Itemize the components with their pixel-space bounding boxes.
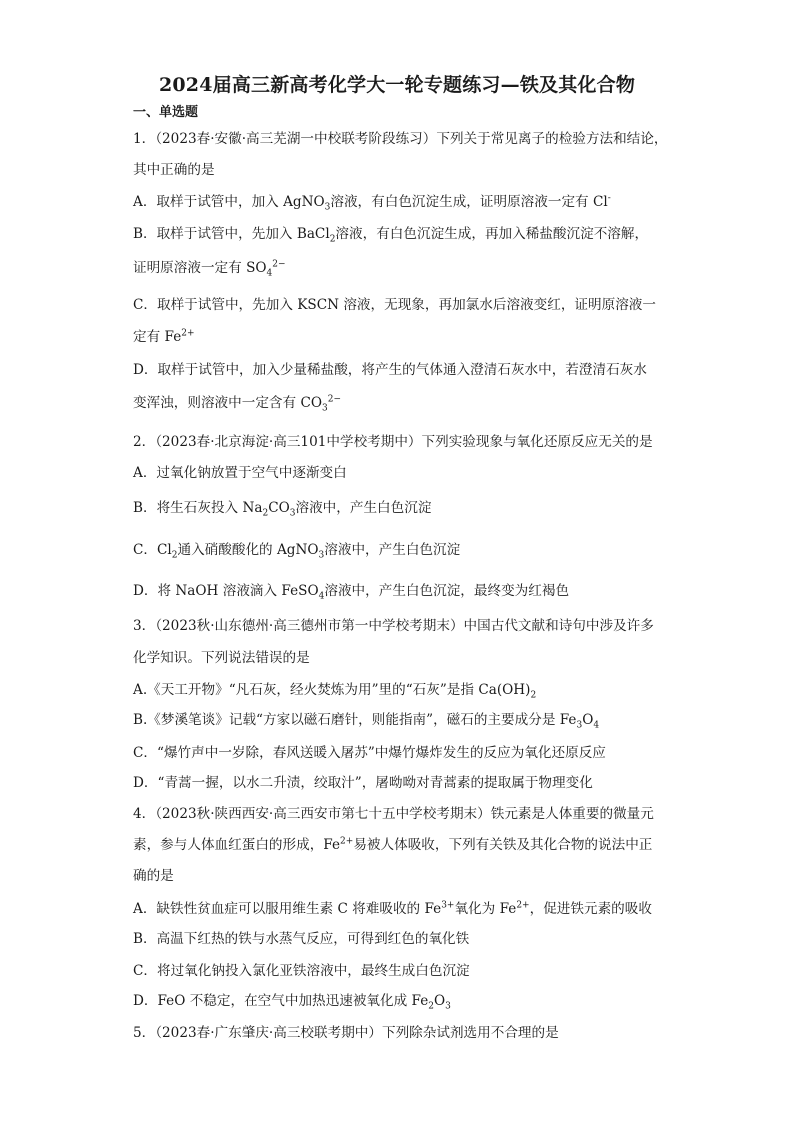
q3-option-b: B.《梦溪笔谈》记载“方家以磁石磨针，则能指南”，磁石的主要成分是 $Fe_3O_4$ (133, 712, 600, 731)
q3-stem-line2: 化学知识。下列说法错误的是 (133, 650, 310, 666)
q1-option-b-line2: 证明原溶液一定有 $SO_4^{2-}$ (133, 259, 286, 279)
page-title: 2024届高三新高考化学大一轮专题练习—铁及其化合物 (158, 74, 636, 96)
q4-option-b: B．高温下红热的铁与水蒸气反应，可得到红色的氧化铁 (133, 931, 470, 947)
q2-option-c: C．$Cl_2$通入硝酸酸化的 AgNO$_3$溶液中，产生白色沉淀 (133, 542, 461, 561)
q4-option-d: D．FeO 不稳定，在空气中加热迅速被氧化成 $Fe_2O_3$ (133, 993, 451, 1012)
q1-option-b: B．取样于试管中，先加入 BaCl$_2$溶液，有白色沉淀生成，再加入稀盐酸沉淀不溶解， (133, 226, 649, 245)
q2-option-a: A．过氧化钠放置于空气中逐渐变白 (133, 465, 347, 481)
section-heading: 一、单选题 (133, 105, 199, 120)
q3-option-c: C．“爆竹声中一岁除，春风送暖入屠苏”中爆竹爆炸发生的反应为氧化还原反应 (133, 745, 606, 761)
q3-option-d: D．“青蒿一握，以水二升渍，绞取汁”，屠呦呦对青蒿素的提取属于物理变化 (133, 775, 593, 791)
q1-option-c: C．取样于试管中，先加入 KSCN 溶液，无现象，再加氯水后溶液变红，证明原溶液一 (133, 297, 656, 313)
q1-option-c-line2: 定有 $Fe^{2+}$ (133, 328, 195, 345)
q4-stem-line2: 素，参与人体血红蛋白的形成，$Fe^{2+}$易被人体吸收，下列有关铁及其化合物的说法中正 (133, 836, 653, 853)
q4-option-a: A．缺铁性贫血症可以服用维生素 C 将难吸收的 $Fe^{3+}$氧化为 $Fe^{2+}$，促进铁元素的吸收 (133, 900, 652, 917)
q5-stem: 5．（2023春·广东肇庆·高三校联考期中）下列除杂试剂选用不合理的是 (133, 1025, 559, 1041)
q1-option-a: A．取样于试管中，加入 AgNO$_3$溶液，有白色沉淀生成，证明原溶液一定有 Cl- (133, 193, 611, 213)
q4-stem-line1: 4．（2023秋·陕西西安·高三西安市第七十五中学校考期末）铁元素是人体重要的微量元 (133, 806, 654, 822)
q3-stem-line1: 3．（2023秋·山东德州·高三德州市第一中学校考期末）中国古代文献和诗句中涉及许多 (133, 618, 654, 634)
q1-option-d-line2: 变浑浊，则溶液中一定含有 $CO_3^{2-}$ (133, 394, 342, 414)
q3-option-a: A.《天工开物》“凡石灰，经火焚炼为用”里的“石灰”是指 $Ca(OH)_2$ (133, 682, 537, 701)
q1-stem-line2: 其中正确的是 (133, 162, 215, 178)
q2-option-b: B．将生石灰投入 $Na_2CO_3$溶液中，产生白色沉淀 (133, 500, 432, 519)
q1-stem-line1: 1．（2023春·安徽·高三芜湖一中校联考阶段练习）下列关于常见离子的检验方法和结论， (133, 131, 668, 147)
q2-option-d: D．将 NaOH 溶液滴入 FeSO$_4$溶液中，产生白色沉淀，最终变为红褐色 (133, 583, 570, 602)
q2-stem: 2．（2023春·北京海淀·高三101中学校考期中）下列实验现象与氧化还原反应无关的是 (133, 434, 653, 450)
q4-stem-line3: 确的是 (133, 868, 174, 884)
q4-option-c: C．将过氧化钠投入氯化亚铁溶液中，最终生成白色沉淀 (133, 963, 470, 979)
q1-option-d: D．取样于试管中，加入少量稀盐酸，将产生的气体通入澄清石灰水中，若澄清石灰水 (133, 362, 647, 378)
